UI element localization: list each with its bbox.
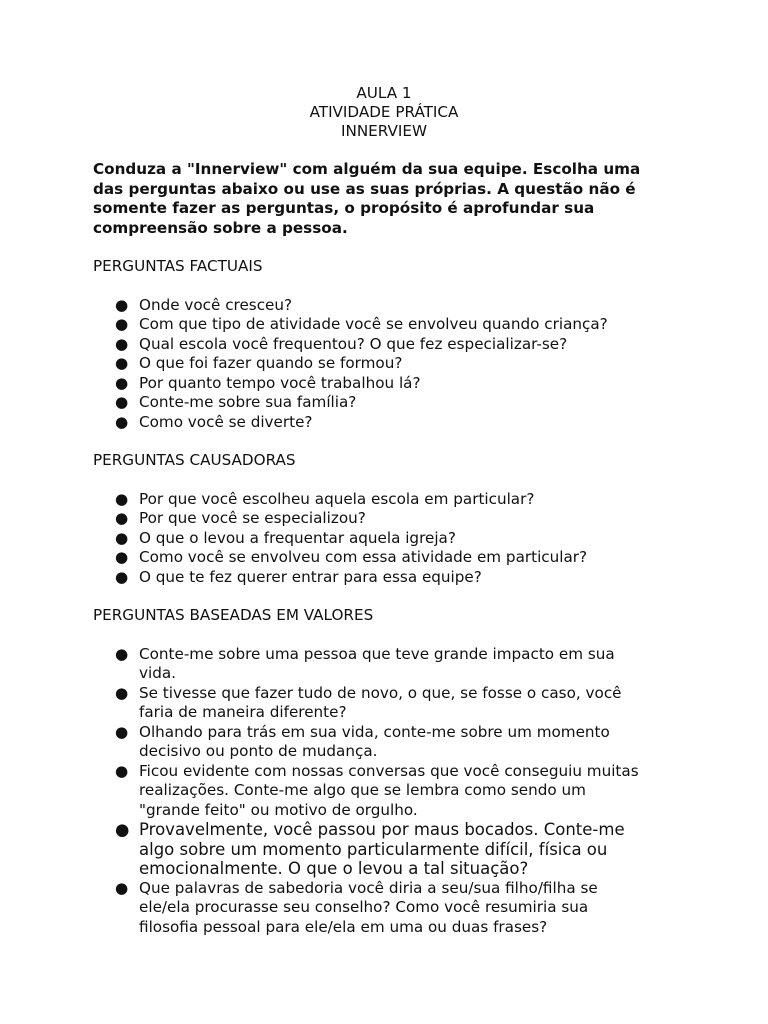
list-item	[93, 354, 649, 374]
section-values	[93, 606, 683, 937]
bullet-icon: ●	[115, 295, 129, 314]
list-item	[93, 509, 649, 529]
list-item	[93, 393, 649, 413]
document-page	[93, 84, 683, 937]
question-text: O que o levou a frequentar aquela igreja?	[139, 528, 456, 547]
list-item	[93, 296, 649, 316]
question-text: Olhando para trás em sua vida, conte-me sobre um momento decisivo ou ponto de mudança.	[139, 722, 610, 760]
bullet-icon: ●	[115, 373, 129, 392]
question-text: O que foi fazer quando se formou?	[139, 354, 403, 372]
list-item	[93, 315, 649, 335]
bullet-icon: ●	[115, 683, 129, 702]
bullet-icon: ●	[115, 567, 129, 586]
list-item	[93, 568, 649, 588]
section-title-causal: PERGUNTAS CAUSADORAS	[93, 451, 296, 469]
bullet-icon: ●	[115, 489, 129, 508]
list-item	[93, 723, 649, 762]
question-text: Por que você se especializou?	[139, 509, 366, 527]
section-title-factual: PERGUNTAS FACTUAIS	[93, 257, 263, 275]
question-text: Se tivesse que fazer tudo de novo, o que, se fosse o caso, você faria de maneira diferente?	[139, 683, 622, 721]
list-item	[93, 820, 649, 879]
question-text: Como você se envolveu com essa atividade em particular?	[139, 548, 588, 566]
document-header	[93, 84, 675, 141]
section-factual	[93, 257, 683, 432]
bullet-icon: ●	[115, 761, 129, 780]
question-text: Por quanto tempo você trabalhou lá?	[139, 373, 421, 392]
bullet-icon: ●	[115, 334, 129, 353]
list-item	[93, 684, 649, 723]
bullet-icon: ●	[115, 315, 129, 333]
activity-name: INNERVIEW	[340, 122, 427, 140]
section-causal	[93, 451, 683, 587]
list-item	[93, 645, 649, 684]
question-text: Ficou evidente com nossas conversas que você conseguiu muitas realizações. Conte-me algo que se lembra como sendo um "grande feito" ou motivo de orgulho.	[139, 761, 639, 819]
section-title-values: PERGUNTAS BASEADAS EM VALORES	[93, 606, 374, 624]
question-text: Como você se diverte?	[139, 412, 313, 431]
activity-title: ATIVIDADE PRÁTICA	[309, 103, 459, 121]
list-item	[93, 335, 649, 355]
question-list-values	[93, 645, 683, 938]
question-text: Que palavras de sabedoria você diria a seu/sua filho/filha se ele/ela procurasse seu conselho? Como você resumiria sua filosofia pessoal para ele/ela em uma ou duas frases?	[139, 878, 598, 936]
question-list-factual	[93, 296, 683, 433]
question-text: Com que tipo de atividade você se envolveu quando criança?	[139, 315, 608, 333]
bullet-icon: ●	[115, 644, 129, 663]
question-text: Conte-me sobre uma pessoa que teve grande impacto em sua vida.	[139, 644, 615, 682]
list-item	[93, 762, 649, 821]
question-text: Onde você cresceu?	[139, 295, 293, 314]
bullet-icon: ●	[115, 722, 129, 741]
question-text: O que te fez querer entrar para essa equipe?	[139, 567, 482, 586]
question-list-causal	[93, 490, 683, 588]
list-item	[93, 374, 649, 394]
list-item	[93, 413, 649, 433]
bullet-icon: ●	[115, 878, 129, 897]
bullet-icon: ●	[115, 528, 129, 547]
lesson-title: AULA 1	[356, 84, 412, 102]
list-item	[93, 879, 649, 938]
bullet-icon: ●	[115, 509, 129, 527]
question-text: Por que você escolheu aquela escola em particular?	[139, 489, 535, 508]
bullet-icon: ●	[115, 412, 129, 431]
bullet-icon: ●	[115, 548, 129, 566]
list-item	[93, 529, 649, 549]
question-text: Qual escola você frequentou? O que fez especializar-se?	[139, 334, 568, 353]
bullet-icon: ●	[115, 393, 129, 411]
list-item	[93, 548, 649, 568]
intro-paragraph: Conduza a "Innerview" com alguém da sua equipe. Escolha uma das perguntas abaixo ou use as suas próprias. A questão não é somente fazer as perguntas, o propósito é aprofundar sua compreensão sobre a pessoa.	[93, 160, 641, 237]
bullet-icon: ●	[115, 820, 130, 839]
bullet-icon: ●	[115, 354, 129, 372]
question-text: Conte-me sobre sua família?	[139, 393, 357, 411]
question-text: Provavelmente, você passou por maus bocados. Conte-me algo sobre um momento particularmente difícil, física ou emocionalmente. O que o levou a tal situação?	[139, 820, 625, 878]
list-item	[93, 490, 649, 510]
